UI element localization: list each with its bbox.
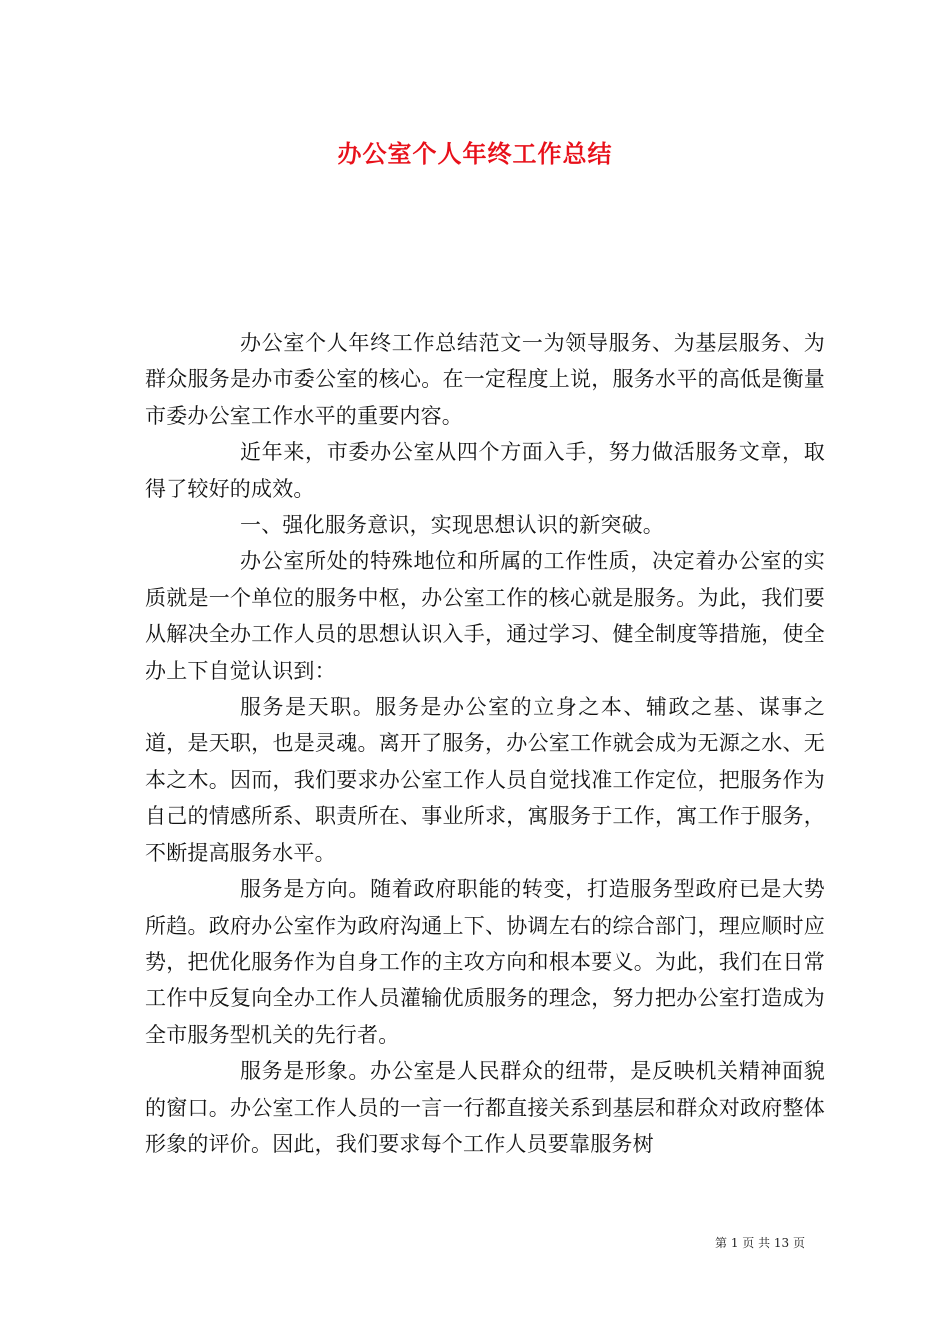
page-number: 第 1 页 共 13 页 <box>715 1236 805 1250</box>
section-heading: 一、强化服务意识，实现思想认识的新突破。 <box>240 513 664 538</box>
document-title: 办公室个人年终工作总结 <box>337 140 613 168</box>
paragraph: 服务是形象。办公室是人民群众的纽带，是反映机关精神面貌的窗口。办公室工作人员的一言一行都直接关系到基层和群众对政府整体形象的评价。因此，我们要求每个工作人员要靠服务树 <box>145 1059 825 1156</box>
document-body <box>145 325 825 1162</box>
paragraph: 服务是方向。随着政府职能的转变，打造服务型政府已是大势所趋。政府办公室作为政府沟通上下、协调左右的综合部门，理应顺时应势，把优化服务作为自身工作的主攻方向和根本要义。为此，我们在日常工作中反复向全办工作人员灌输优质服务的理念，努力把办公室打造成为全市服务型机关的先行者。 <box>145 877 825 1047</box>
paragraph: 近年来，市委办公室从四个方面入手，努力做活服务文章，取得了较好的成效。 <box>145 440 825 501</box>
paragraph: 办公室个人年终工作总结范文一为领导服务、为基层服务、为群众服务是办市委公室的核心。在一定程度上说，服务水平的高低是衡量市委办公室工作水平的重要内容。 <box>145 331 825 428</box>
paragraph: 办公室所处的特殊地位和所属的工作性质，决定着办公室的实质就是一个单位的服务中枢，办公室工作的核心就是服务。为此，我们要从解决全办工作人员的思想认识入手，通过学习、健全制度等措施，使全办上下自觉认识到： <box>145 549 825 683</box>
paragraph: 服务是天职。服务是办公室的立身之本、辅政之基、谋事之道，是天职，也是灵魂。离开了服务，办公室工作就会成为无源之水、无本之木。因而，我们要求办公室工作人员自觉找准工作定位，把服务作为自己的情感所系、职责所在、事业所求，寓服务于工作，寓工作于服务，不断提高服务水平。 <box>145 695 825 865</box>
